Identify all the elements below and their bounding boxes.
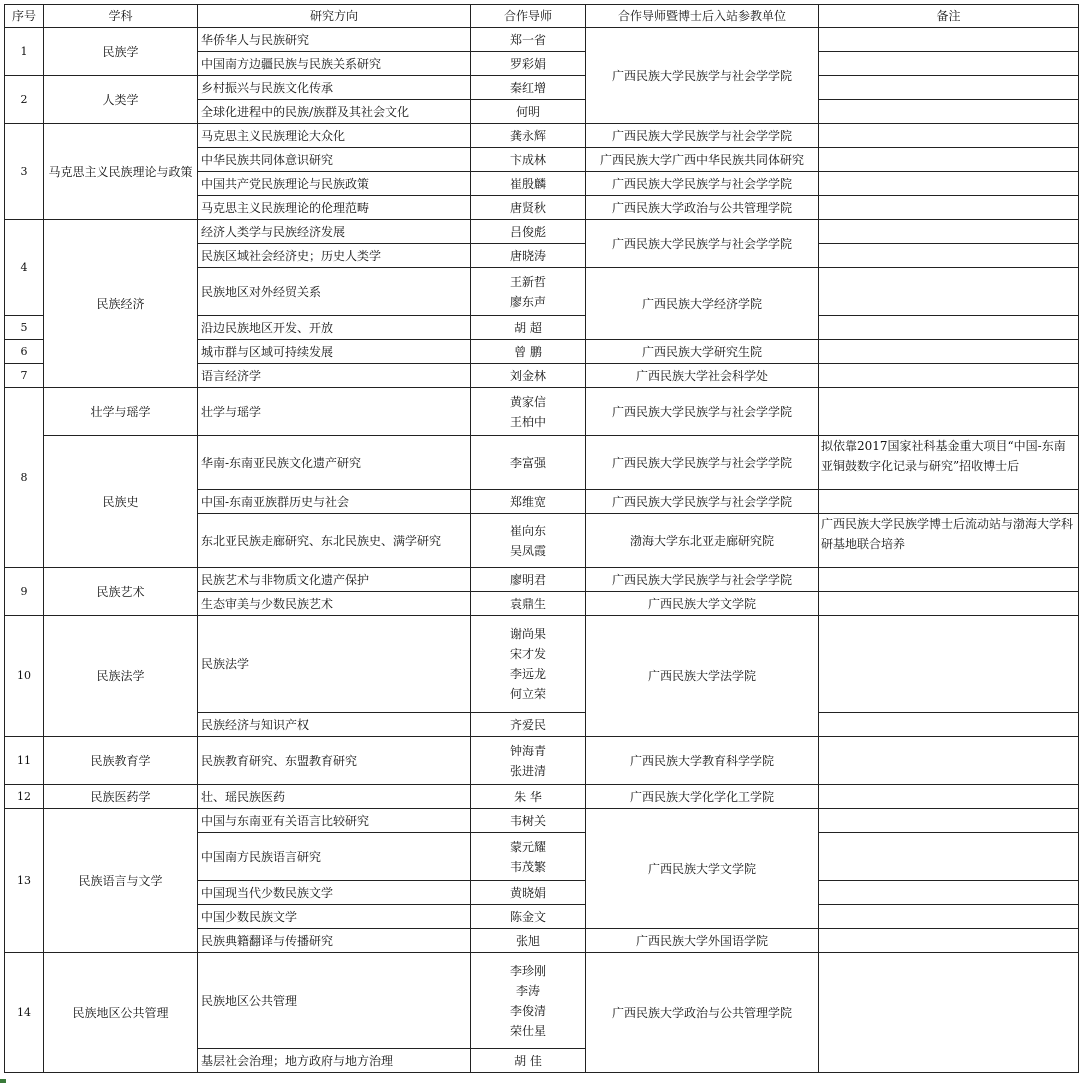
unit-cell: 广西民族大学民族学与社会学学院 xyxy=(586,436,819,490)
note-cell xyxy=(819,905,1079,929)
note-cell xyxy=(819,616,1079,713)
supervisor-name: 吴凤霞 xyxy=(509,543,546,558)
table-row xyxy=(5,785,1079,809)
supervisor-cell xyxy=(471,196,586,220)
direction-cell: 民族法学 xyxy=(198,616,471,713)
unit-cell: 广西民族大学民族学与社会学学院 xyxy=(586,490,819,514)
supervisor-cell xyxy=(471,52,586,76)
supervisor-cell xyxy=(471,490,586,514)
direction-cell: 民族地区对外经贸关系 xyxy=(198,268,471,316)
supervisor-name: 荣仕星 xyxy=(509,1023,546,1038)
supervisor-cell xyxy=(471,316,586,340)
table-row xyxy=(5,388,1079,436)
seq-cell: 5 xyxy=(5,316,44,340)
supervisor-name: 龚永辉 xyxy=(509,128,546,143)
unit-cell: 渤海大学东北亚走廊研究院 xyxy=(586,514,819,568)
supervisor-name: 谢尚果 xyxy=(509,627,546,641)
note-cell xyxy=(819,953,1079,1073)
seq-cell: 12 xyxy=(5,785,44,809)
supervisor-name: 陈金文 xyxy=(509,909,546,924)
note-cell xyxy=(819,737,1079,785)
discipline-cell: 民族学 xyxy=(44,28,198,76)
unit-cell: 广西民族大学法学院 xyxy=(586,616,819,737)
supervisor-name: 唐贤秋 xyxy=(509,200,546,215)
header-unit: 合作导师暨博士后入站参教单位 xyxy=(586,5,819,28)
direction-cell: 语言经济学 xyxy=(198,364,471,388)
direction-cell: 民族典籍翻译与传播研究 xyxy=(198,929,471,953)
direction-cell: 民族教育研究、东盟教育研究 xyxy=(198,737,471,785)
unit-cell: 广西民族大学民族学与社会学学院 xyxy=(586,28,819,124)
unit-cell: 广西民族大学文学院 xyxy=(586,809,819,929)
supervisor-cell xyxy=(471,592,586,616)
direction-cell: 民族艺术与非物质文化遗产保护 xyxy=(198,568,471,592)
header-discipline: 学科 xyxy=(44,5,198,28)
supervisor-cell xyxy=(471,340,586,364)
table-row xyxy=(5,28,1079,52)
supervisor-name: 李珍刚 xyxy=(509,963,546,978)
supervisor-name: 李富强 xyxy=(509,455,546,470)
supervisor-name: 黄晓娟 xyxy=(509,885,546,900)
supervisor-name: 卞成林 xyxy=(509,152,546,167)
seq-cell: 8 xyxy=(5,388,44,568)
note-cell xyxy=(819,268,1079,316)
unit-cell: 广西民族大学政治与公共管理学院 xyxy=(586,953,819,1073)
supervisor-cell xyxy=(471,737,586,785)
seq-cell: 2 xyxy=(5,76,44,124)
table-row xyxy=(5,220,1079,244)
note-cell xyxy=(819,490,1079,514)
direction-cell: 乡村振兴与民族文化传承 xyxy=(198,76,471,100)
supervisor-cell xyxy=(471,100,586,124)
direction-cell: 华侨华人与民族研究 xyxy=(198,28,471,52)
cooperation-table xyxy=(4,4,1079,1073)
direction-cell: 中国现当代少数民族文学 xyxy=(198,881,471,905)
direction-cell: 基层社会治理；地方政府与地方治理 xyxy=(198,1049,471,1073)
note-cell xyxy=(819,364,1079,388)
direction-cell: 中国-东南亚族群历史与社会 xyxy=(198,490,471,514)
supervisor-name: 韦茂繁 xyxy=(509,859,546,874)
supervisor-cell xyxy=(471,436,586,490)
direction-cell: 生态审美与少数民族艺术 xyxy=(198,592,471,616)
supervisor-cell xyxy=(471,514,586,568)
seq-cell: 11 xyxy=(5,737,44,785)
supervisor-name: 韦树关 xyxy=(509,813,546,828)
supervisor-name: 唐晓涛 xyxy=(509,248,546,263)
corner-mark xyxy=(0,1079,6,1083)
supervisor-cell xyxy=(471,616,586,713)
table-row xyxy=(5,76,1079,100)
supervisor-cell xyxy=(471,785,586,809)
note-cell xyxy=(819,592,1079,616)
unit-cell: 广西民族大学民族学与社会学学院 xyxy=(586,220,819,268)
direction-cell: 经济人类学与民族经济发展 xyxy=(198,220,471,244)
supervisor-cell xyxy=(471,364,586,388)
supervisor-name: 黄家信 xyxy=(509,394,546,409)
unit-cell: 广西民族大学文学院 xyxy=(586,592,819,616)
direction-cell: 壮学与瑶学 xyxy=(198,388,471,436)
supervisor-name: 胡 佳 xyxy=(514,1053,542,1068)
supervisor-name: 秦红增 xyxy=(509,80,546,95)
unit-cell: 广西民族大学外国语学院 xyxy=(586,929,819,953)
supervisor-name: 曾 鹏 xyxy=(514,344,542,359)
supervisor-name: 何立荣 xyxy=(509,687,546,701)
direction-cell: 马克思主义民族理论大众化 xyxy=(198,124,471,148)
header-seq: 序号 xyxy=(5,5,44,28)
direction-cell: 全球化进程中的民族/族群及其社会文化 xyxy=(198,100,471,124)
table-row xyxy=(5,124,1079,148)
supervisor-name: 罗彩娟 xyxy=(509,56,546,71)
supervisor-name: 郑维宽 xyxy=(509,494,546,509)
discipline-cell: 民族艺术 xyxy=(44,568,198,616)
direction-cell: 中国南方边疆民族与民族关系研究 xyxy=(198,52,471,76)
unit-cell: 广西民族大学研究生院 xyxy=(586,340,819,364)
direction-cell: 东北亚民族走廊研究、东北民族史、满学研究 xyxy=(198,514,471,568)
table-row xyxy=(5,436,1079,490)
table-row xyxy=(5,568,1079,592)
supervisor-cell xyxy=(471,881,586,905)
supervisor-cell xyxy=(471,388,586,436)
supervisor-cell xyxy=(471,568,586,592)
discipline-cell: 民族史 xyxy=(44,436,198,568)
note-cell xyxy=(819,100,1079,124)
supervisor-name: 胡 超 xyxy=(514,320,542,335)
supervisor-name: 郑一省 xyxy=(509,32,546,47)
direction-cell: 壮、瑶民族医药 xyxy=(198,785,471,809)
unit-cell: 广西民族大学民族学与社会学学院 xyxy=(586,172,819,196)
note-cell xyxy=(819,244,1079,268)
table-row xyxy=(5,953,1079,1049)
supervisor-cell xyxy=(471,220,586,244)
supervisor-name: 廖明君 xyxy=(509,572,546,587)
unit-cell: 广西民族大学政治与公共管理学院 xyxy=(586,196,819,220)
supervisor-name: 齐爱民 xyxy=(509,717,546,732)
supervisor-name: 蒙元耀 xyxy=(509,839,546,854)
note-cell xyxy=(819,929,1079,953)
seq-cell: 10 xyxy=(5,616,44,737)
seq-cell: 14 xyxy=(5,953,44,1073)
direction-cell: 民族地区公共管理 xyxy=(198,953,471,1049)
note-cell xyxy=(819,196,1079,220)
note-cell: 广西民族大学民族学博士后流动站与渤海大学科研基地联合培养 xyxy=(819,514,1079,568)
table-row xyxy=(5,616,1079,713)
discipline-cell: 民族教育学 xyxy=(44,737,198,785)
discipline-cell: 民族法学 xyxy=(44,616,198,737)
supervisor-name: 崔向东 xyxy=(509,523,546,538)
supervisor-name: 王新哲 xyxy=(509,274,546,289)
supervisor-cell xyxy=(471,76,586,100)
supervisor-name: 崔殷麟 xyxy=(509,176,546,191)
discipline-cell: 人类学 xyxy=(44,76,198,124)
note-cell xyxy=(819,52,1079,76)
supervisor-name: 朱 华 xyxy=(514,789,542,804)
header-direction: 研究方向 xyxy=(198,5,471,28)
note-cell xyxy=(819,172,1079,196)
supervisor-cell xyxy=(471,148,586,172)
postdoc-cooperation-table-sheet xyxy=(4,4,1078,1079)
note-cell xyxy=(819,388,1079,436)
note-cell xyxy=(819,316,1079,340)
direction-cell: 马克思主义民族理论的伦理范畴 xyxy=(198,196,471,220)
supervisor-name: 王柏中 xyxy=(509,414,546,429)
seq-cell: 9 xyxy=(5,568,44,616)
unit-cell: 广西民族大学民族学与社会学学院 xyxy=(586,568,819,592)
supervisor-name: 吕俊彪 xyxy=(509,224,546,239)
direction-cell: 中国少数民族文学 xyxy=(198,905,471,929)
supervisor-name: 宋才发 xyxy=(509,647,546,661)
supervisor-cell xyxy=(471,28,586,52)
supervisor-name: 李俊清 xyxy=(509,1003,546,1018)
seq-cell: 1 xyxy=(5,28,44,76)
supervisor-cell xyxy=(471,1049,586,1073)
table-row xyxy=(5,737,1079,785)
discipline-cell: 民族经济 xyxy=(44,220,198,388)
supervisor-cell xyxy=(471,172,586,196)
unit-cell: 广西民族大学社会科学处 xyxy=(586,364,819,388)
note-cell xyxy=(819,785,1079,809)
supervisor-cell xyxy=(471,833,586,881)
note-cell xyxy=(819,28,1079,52)
unit-cell: 广西民族大学民族学与社会学学院 xyxy=(586,124,819,148)
discipline-cell: 民族地区公共管理 xyxy=(44,953,198,1073)
supervisor-cell xyxy=(471,905,586,929)
unit-cell: 广西民族大学广西中华民族共同体研究 xyxy=(586,148,819,172)
discipline-cell: 民族医药学 xyxy=(44,785,198,809)
table-row xyxy=(5,809,1079,833)
direction-cell: 民族经济与知识产权 xyxy=(198,713,471,737)
note-cell xyxy=(819,809,1079,833)
discipline-cell: 民族语言与文学 xyxy=(44,809,198,953)
direction-cell: 民族区域社会经济史；历史人类学 xyxy=(198,244,471,268)
supervisor-name: 李远龙 xyxy=(509,667,546,681)
supervisor-name: 钟海青 xyxy=(509,743,546,758)
unit-cell: 广西民族大学民族学与社会学学院 xyxy=(586,388,819,436)
supervisor-cell xyxy=(471,124,586,148)
unit-cell: 广西民族大学经济学院 xyxy=(586,268,819,340)
unit-cell: 广西民族大学教育科学学院 xyxy=(586,737,819,785)
direction-cell: 沿边民族地区开发、开放 xyxy=(198,316,471,340)
note-cell xyxy=(819,148,1079,172)
direction-cell: 中国南方民族语言研究 xyxy=(198,833,471,881)
direction-cell: 城市群与区域可持续发展 xyxy=(198,340,471,364)
supervisor-name: 何明 xyxy=(515,104,540,119)
direction-cell: 中国共产党民族理论与民族政策 xyxy=(198,172,471,196)
note-cell xyxy=(819,124,1079,148)
direction-cell: 中华民族共同体意识研究 xyxy=(198,148,471,172)
direction-cell: 华南-东南亚民族文化遗产研究 xyxy=(198,436,471,490)
seq-cell: 7 xyxy=(5,364,44,388)
supervisor-cell xyxy=(471,953,586,1049)
header-notes: 备注 xyxy=(819,5,1079,28)
note-cell xyxy=(819,340,1079,364)
supervisor-cell xyxy=(471,268,586,316)
discipline-cell: 马克思主义民族理论与政策 xyxy=(44,124,198,220)
seq-cell: 4 xyxy=(5,220,44,316)
note-cell xyxy=(819,881,1079,905)
note-cell xyxy=(819,220,1079,244)
supervisor-name: 李涛 xyxy=(515,983,540,998)
supervisor-name: 张进清 xyxy=(509,763,546,778)
seq-cell: 6 xyxy=(5,340,44,364)
supervisor-name: 刘金林 xyxy=(509,368,546,383)
header-supervisor: 合作导师 xyxy=(471,5,586,28)
note-cell xyxy=(819,713,1079,737)
supervisor-name: 廖东声 xyxy=(509,294,546,309)
note-cell: 拟依靠2017国家社科基金重大项目“中国-东南亚铜鼓数字化记录与研究”招收博士后 xyxy=(819,436,1079,490)
supervisor-cell xyxy=(471,929,586,953)
supervisor-cell xyxy=(471,244,586,268)
supervisor-cell xyxy=(471,713,586,737)
unit-cell: 广西民族大学化学化工学院 xyxy=(586,785,819,809)
supervisor-name: 袁鼎生 xyxy=(509,596,546,611)
note-cell xyxy=(819,833,1079,881)
header-row xyxy=(5,5,1079,28)
discipline-cell: 壮学与瑶学 xyxy=(44,388,198,436)
seq-cell: 3 xyxy=(5,124,44,220)
note-cell xyxy=(819,76,1079,100)
note-cell xyxy=(819,568,1079,592)
direction-cell: 中国与东南亚有关语言比较研究 xyxy=(198,809,471,833)
supervisor-cell xyxy=(471,809,586,833)
supervisor-name: 张旭 xyxy=(515,933,540,948)
seq-cell: 13 xyxy=(5,809,44,953)
